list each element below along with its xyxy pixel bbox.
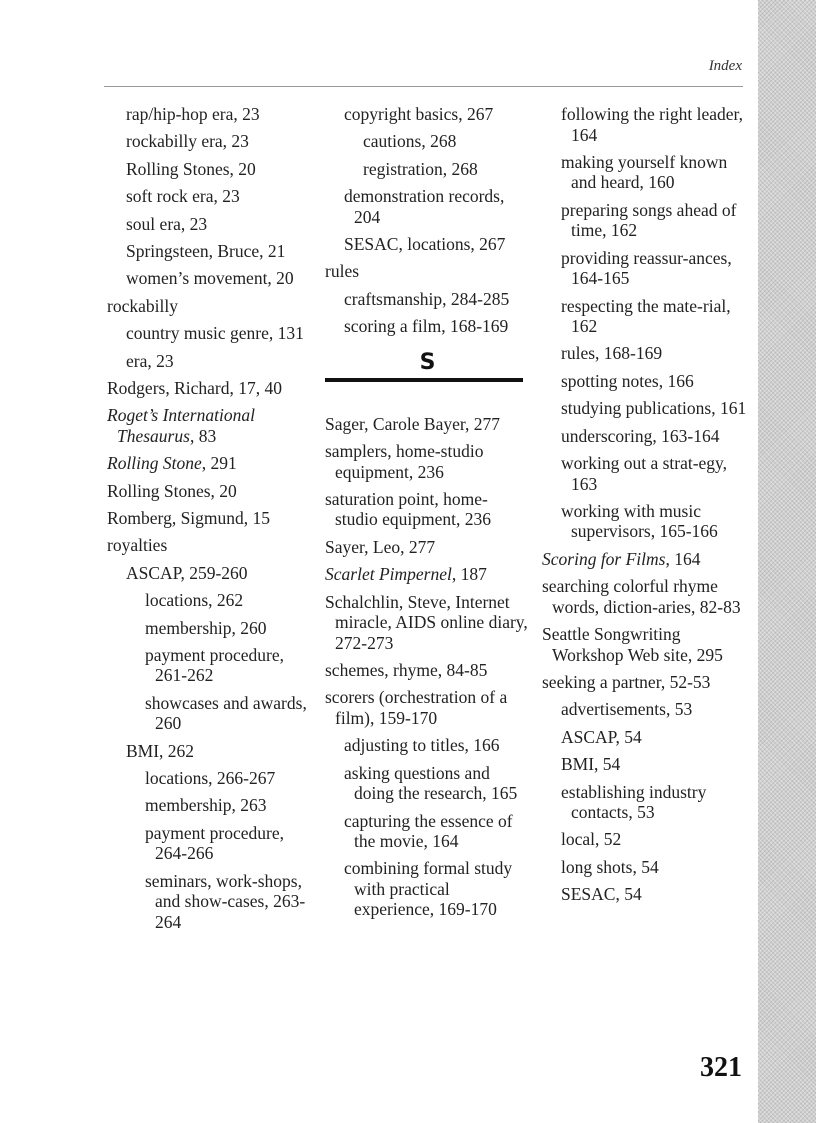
index-subentry: [325, 186, 530, 227]
index-entry-text: rockabilly: [107, 295, 178, 316]
index-entry: [542, 672, 752, 693]
index-entry-text: asking questions and doing the research, 165: [344, 762, 518, 804]
index-subentry: [107, 871, 312, 933]
index-subentry: [325, 289, 530, 310]
index-entry-text: preparing songs ahead of time, 162: [561, 199, 737, 241]
index-entry-text: providing reassur-ances, 164-165: [561, 247, 732, 289]
index-subentry: [107, 563, 312, 584]
index-subentry: [542, 884, 752, 905]
index-entry-text: copyright basics, 267: [344, 104, 494, 124]
index-entry-text: following the right leader, 164: [561, 104, 744, 145]
section-rule: [325, 378, 523, 382]
index-subentry: [325, 763, 530, 804]
index-column-3: [542, 104, 752, 912]
index-entry-text: registration, 268: [363, 158, 478, 179]
index-column-1: [107, 104, 312, 939]
index-entry-text: SESAC, locations, 267: [344, 234, 506, 255]
index-subentry: [542, 200, 752, 241]
index-entry-text: locations, 266-267: [145, 768, 276, 789]
index-subentry: [107, 645, 312, 686]
index-subentry: [107, 104, 312, 125]
index-subentry: [107, 741, 312, 762]
index-subentry: [542, 343, 752, 364]
index-entry: [325, 660, 530, 681]
index-entry-text: samplers, home-studio equipment, 236: [325, 441, 484, 482]
index-subentry: [325, 316, 530, 337]
index-entry-text: country music genre, 131: [126, 323, 304, 344]
index-entry: [107, 481, 312, 502]
index-entry-text: working out a strat-egy, 163: [561, 453, 728, 494]
index-entry-text: cautions, 268: [363, 131, 457, 152]
index-subentry: [542, 426, 752, 447]
index-subentry: [107, 768, 312, 789]
index-subentry: [325, 234, 530, 255]
index-subentry: [107, 590, 312, 611]
index-entry-text: payment procedure, 264-266: [145, 822, 284, 864]
index-entry: [542, 549, 752, 570]
index-entry-text: Springsteen, Bruce, 21: [126, 240, 286, 261]
index-subentry: [107, 159, 312, 180]
index-entry-text: Romberg, Sigmund, 15: [107, 507, 271, 528]
index-entry-text: Rodgers, Richard, 17, 40: [107, 377, 282, 398]
index-subentry: [107, 693, 312, 734]
index-entry-text: ASCAP, 259-260: [126, 562, 248, 583]
index-subentry: [542, 754, 752, 775]
index-entry-text: membership, 263: [145, 795, 267, 816]
index-entry-text: long shots, 54: [561, 856, 659, 877]
index-subentry: [542, 398, 752, 419]
index-entry-text: royalties: [107, 535, 168, 556]
index-entry: [325, 441, 530, 482]
running-head: Index: [708, 58, 742, 74]
index-subentry: [542, 829, 752, 850]
index-subentry: [542, 453, 752, 494]
index-entry-text: rap/hip-hop era, 23: [126, 104, 260, 124]
index-entry-text: women’s movement, 20: [126, 268, 294, 289]
index-entry-text: Seattle Songwriting Workshop Web site, 295: [542, 624, 723, 665]
index-entry-text: Rolling Stones, 20: [126, 158, 256, 179]
index-entry-text: working with music supervisors, 165-166: [561, 500, 718, 542]
index-subentry: [107, 323, 312, 344]
index-entry-text: Schalchlin, Steve, Internet miracle, AIDS online diary, 272-273: [325, 591, 528, 653]
index-entry-text: schemes, rhyme, 84-85: [325, 659, 488, 680]
index-subentry: [107, 795, 312, 816]
index-entry-text: , 187: [451, 564, 487, 585]
index-subentry: [542, 248, 752, 289]
index-subentry: [325, 159, 530, 180]
index-subentry: [325, 858, 530, 920]
index-entry: [325, 592, 530, 654]
index-subentry: [107, 268, 312, 289]
index-entry-text: locations, 262: [145, 590, 244, 611]
index-subentry: [107, 131, 312, 152]
index-entry-text: Sager, Carole Bayer, 277: [325, 413, 500, 434]
index-entry: [107, 378, 312, 399]
index-entry-title: Rolling Stone: [107, 453, 202, 474]
index-entry-text: establishing industry contacts, 53: [561, 781, 707, 823]
page-number: 321: [700, 1052, 742, 1083]
index-entry: [325, 489, 530, 530]
index-entry-text: membership, 260: [145, 617, 267, 638]
index-entry-text: SESAC, 54: [561, 884, 642, 905]
index-entry: [325, 414, 530, 435]
index-entry: [325, 537, 530, 558]
index-subentry: [107, 214, 312, 235]
index-entry-text: ASCAP, 54: [561, 726, 642, 747]
index-column-2: [325, 104, 530, 927]
index-subentry: [542, 782, 752, 823]
index-entry-text: showcases and awards, 260: [145, 692, 307, 734]
index-entry-text: adjusting to titles, 166: [344, 735, 500, 756]
index-entry: [107, 508, 312, 529]
section-letter: S: [419, 349, 436, 375]
index-subentry: [542, 104, 752, 145]
thumb-tab-strip: [758, 0, 816, 1123]
index-subentry: [107, 186, 312, 207]
index-entry-text: advertisements, 53: [561, 699, 693, 720]
index-entry-text: , 164: [665, 548, 701, 569]
index-entry-text: Rolling Stones, 20: [107, 480, 237, 501]
index-subentry: [107, 823, 312, 864]
index-entry: [325, 261, 530, 282]
index-entry-text: , 83: [189, 425, 217, 446]
index-entry-text: BMI, 54: [561, 754, 621, 775]
index-entry: [542, 624, 752, 665]
index-subentry: [542, 152, 752, 193]
index-entry: [107, 535, 312, 556]
index-entry-text: BMI, 262: [126, 740, 195, 761]
index-entry-text: studying publications, 161: [561, 398, 747, 419]
index-subentry: [325, 131, 530, 152]
index-entry-text: scorers (orchestration of a film), 159-170: [325, 687, 508, 728]
index-subentry: [542, 371, 752, 392]
index-entry-text: searching colorful rhyme words, diction-aries, 82-83: [542, 576, 741, 617]
index-entry-title: Roget’s International Thesaurus: [107, 405, 255, 446]
index-entry-text: rockabilly era, 23: [126, 131, 249, 152]
index-entry-text: era, 23: [126, 350, 174, 371]
index-entry-text: seminars, work-shops, and show-cases, 263-264: [145, 870, 306, 932]
index-entry-text: Sayer, Leo, 277: [325, 536, 436, 557]
index-entry-text: saturation point, home-studio equipment, 236: [325, 488, 492, 530]
index-entry-text: scoring a film, 168-169: [344, 316, 509, 337]
index-entry: [107, 296, 312, 317]
index-subentry: [107, 351, 312, 372]
index-entry-text: rules, 168-169: [561, 343, 663, 364]
index-subentry: [542, 296, 752, 337]
index-entry-text: seeking a partner, 52-53: [542, 671, 711, 692]
index-entry-title: Scarlet Pimpernel: [325, 564, 452, 585]
index-entry: [542, 576, 752, 617]
index-entry: [325, 687, 530, 728]
index-entry-text: craftsmanship, 284-285: [344, 288, 510, 309]
index-entry-text: rules: [325, 261, 360, 282]
index-subentry: [542, 857, 752, 878]
index-entry-text: combining formal study with practical experience, 169-170: [344, 858, 513, 920]
index-entry-title: Scoring for Films: [542, 548, 666, 569]
index-subentry: [542, 501, 752, 542]
index-entry-text: , 291: [201, 453, 237, 474]
index-subentry: [542, 699, 752, 720]
index-entry-text: spotting notes, 166: [561, 370, 694, 391]
index-subentry: [542, 727, 752, 748]
index-entry-text: respecting the mate-rial, 162: [561, 295, 731, 337]
index-entry: [325, 564, 530, 585]
index-subentry: [325, 735, 530, 756]
section-letter-heading: [325, 344, 530, 404]
index-entry-text: underscoring, 163-164: [561, 425, 720, 446]
index-entry-text: local, 52: [561, 829, 622, 850]
header-rule: [104, 86, 743, 87]
index-entry-text: payment procedure, 261-262: [145, 644, 284, 686]
index-entry-text: capturing the essence of the movie, 164: [344, 810, 513, 852]
index-entry-text: making yourself known and heard, 160: [561, 151, 728, 193]
index-entry-text: soul era, 23: [126, 213, 208, 234]
index-entry-text: soft rock era, 23: [126, 186, 240, 207]
index-subentry: [325, 104, 530, 125]
index-entry: [107, 405, 312, 446]
index-entry: [107, 453, 312, 474]
index-entry-text: demonstration records, 204: [344, 186, 505, 227]
index-subentry: [107, 241, 312, 262]
index-subentry: [107, 618, 312, 639]
index-subentry: [325, 811, 530, 852]
